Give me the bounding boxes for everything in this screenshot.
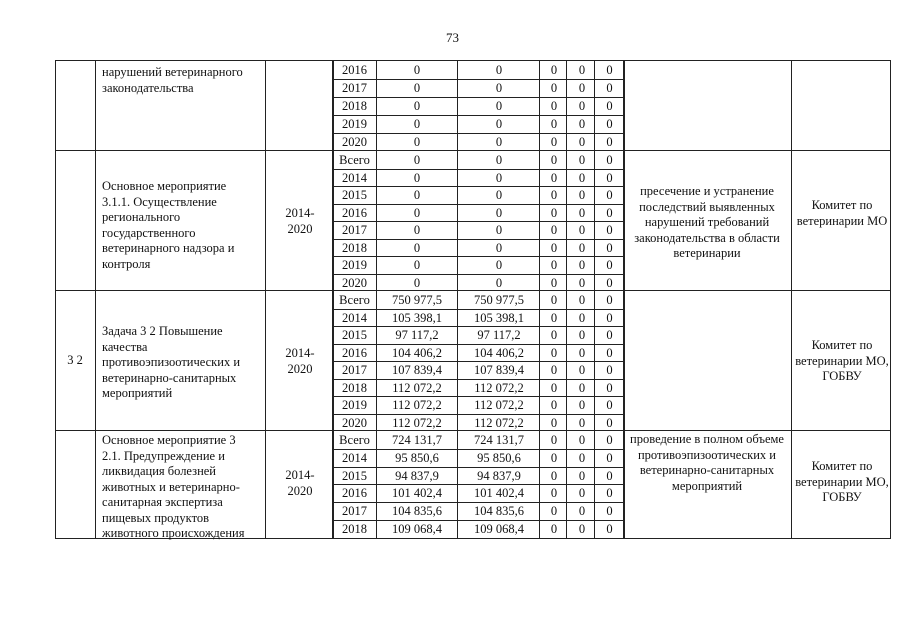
- value-cell: 0: [606, 153, 613, 167]
- total-cell: 0: [413, 99, 421, 113]
- value-cell: 0: [578, 328, 586, 342]
- year-cell: 2017: [342, 223, 367, 237]
- column-rule: [332, 60, 334, 538]
- budget-cell: 0: [495, 205, 503, 220]
- total-cell: 0: [413, 135, 421, 149]
- year-cell: 2020: [342, 135, 367, 149]
- column-rule: [890, 60, 891, 538]
- total-cell: 95 850,6: [395, 450, 439, 465]
- value-cell: 0: [550, 450, 558, 465]
- value-cell: 0: [550, 275, 558, 290]
- year-cell: Всего: [339, 153, 370, 167]
- value-cell: 0: [606, 205, 613, 220]
- value-cell: 0: [550, 433, 558, 447]
- year-cell: 2015: [342, 328, 367, 342]
- budget-cell: 0: [495, 81, 503, 95]
- value-cell: 0: [578, 504, 586, 519]
- column-rule: [623, 60, 625, 538]
- value-cell: 0: [578, 240, 586, 255]
- value-cell: 0: [606, 345, 613, 360]
- budget-cell: 107 839,4: [474, 363, 524, 377]
- total-cell: 0: [413, 258, 421, 272]
- value-cell: 0: [550, 293, 558, 307]
- budget-cell: 0: [495, 275, 503, 290]
- value-cell: 0: [550, 135, 558, 149]
- value-cell: 0: [606, 117, 613, 131]
- value-cell: 0: [606, 522, 613, 536]
- budget-cell: 95 850,6: [477, 450, 521, 465]
- budget-cell: 97 117,2: [477, 328, 521, 342]
- total-cell: 104 835,6: [392, 504, 442, 519]
- year-cell: 2017: [342, 81, 367, 95]
- column-rule: [95, 60, 96, 538]
- value-cell: 0: [550, 99, 558, 113]
- budget-cell: 101 402,4: [474, 486, 524, 501]
- table-block-continuation: [55, 60, 891, 151]
- year-cell: 2015: [342, 188, 367, 202]
- value-cell: 0: [550, 258, 558, 272]
- year-cell: Всего: [339, 293, 370, 307]
- value-cell: 0: [578, 170, 586, 185]
- total-cell: 105 398,1: [392, 310, 442, 325]
- value-cell: 0: [550, 486, 558, 501]
- column-rule: [539, 60, 540, 538]
- value-cell: 0: [606, 398, 613, 412]
- value-cell: 0: [578, 450, 586, 465]
- budget-cell: 0: [495, 258, 503, 272]
- executor: Комитет по ветеринарии МО: [796, 198, 888, 228]
- total-cell: 104 406,2: [392, 345, 442, 360]
- value-cell: 0: [606, 223, 613, 237]
- value-cell: 0: [550, 81, 558, 95]
- total-cell: 112 072,2: [392, 380, 442, 395]
- year-cell: 2019: [342, 117, 367, 131]
- budget-cell: 0: [495, 117, 503, 131]
- period: 2014-2020: [285, 468, 315, 498]
- budget-cell: 0: [495, 170, 503, 185]
- total-cell: 101 402,4: [392, 486, 442, 501]
- value-cell: 0: [550, 398, 558, 412]
- task-name: Задача 3 2 Повышение качества противоэпизоотических и ветеринарно-санитарных мероприятий: [102, 324, 241, 400]
- value-cell: 0: [606, 433, 613, 447]
- total-cell: 750 977,5: [392, 293, 442, 307]
- value-cell: 0: [578, 468, 586, 483]
- value-cell: 0: [550, 415, 558, 430]
- budget-cell: 724 131,7: [474, 433, 524, 447]
- budget-cell: 0: [495, 63, 503, 77]
- value-cell: 0: [550, 117, 558, 131]
- value-cell: 0: [606, 450, 613, 465]
- column-rule: [55, 60, 56, 538]
- table-block-measure-3-2-1: [55, 430, 891, 539]
- measure-name: Основное мероприятие 3.1.1. Осуществление регионального государственного ветеринарного надзора и контроля: [102, 179, 235, 271]
- program-table: [55, 60, 891, 538]
- value-cell: 0: [578, 99, 586, 113]
- total-cell: 0: [413, 81, 421, 95]
- table-block-task-3-2: [55, 290, 891, 431]
- value-cell: 0: [606, 135, 613, 149]
- year-cell: 2016: [342, 345, 367, 360]
- value-cell: 0: [606, 293, 613, 307]
- value-cell: 0: [606, 363, 613, 377]
- value-cell: 0: [578, 293, 586, 307]
- value-cell: 0: [550, 188, 558, 202]
- total-cell: 97 117,2: [395, 328, 439, 342]
- value-cell: 0: [550, 522, 558, 536]
- value-cell: 0: [606, 258, 613, 272]
- year-cell: 2020: [342, 415, 367, 430]
- value-cell: 0: [606, 99, 613, 113]
- column-rule: [265, 60, 266, 538]
- value-cell: 0: [550, 380, 558, 395]
- year-cell: 2018: [342, 99, 367, 113]
- value-cell: 0: [550, 205, 558, 220]
- column-rule: [457, 60, 458, 538]
- budget-cell: 750 977,5: [474, 293, 524, 307]
- expected-result: проведение в полном объеме противоэпизоотических и ветеринарно-санитарных мероприятий: [630, 432, 784, 493]
- value-cell: 0: [578, 522, 586, 536]
- year-cell: 2016: [342, 205, 367, 220]
- year-cell: Всего: [339, 433, 370, 447]
- executor: Комитет по ветеринарии МО, ГОБВУ: [795, 459, 889, 504]
- column-rule: [376, 60, 377, 538]
- budget-cell: 0: [495, 135, 503, 149]
- value-cell: 0: [606, 486, 613, 501]
- value-cell: 0: [578, 275, 586, 290]
- total-cell: 107 839,4: [392, 363, 442, 377]
- total-cell: 112 072,2: [392, 398, 442, 412]
- year-cell: 2014: [342, 450, 367, 465]
- value-cell: 0: [550, 240, 558, 255]
- budget-cell: 0: [495, 99, 503, 113]
- year-cell: 2018: [342, 380, 367, 395]
- total-cell: 0: [413, 223, 421, 237]
- value-cell: 0: [578, 153, 586, 167]
- value-cell: 0: [550, 328, 558, 342]
- year-cell: 2017: [342, 363, 367, 377]
- value-cell: 0: [606, 504, 613, 519]
- value-cell: 0: [606, 380, 613, 395]
- value-cell: 0: [606, 310, 613, 325]
- value-cell: 0: [578, 398, 586, 412]
- measure-name: Основное мероприятие 3 2.1. Предупреждение и ликвидация болезней животных и ветеринарно-санитарная экспертиза пищевых продуктов животного происхождения: [102, 433, 245, 540]
- value-cell: 0: [550, 310, 558, 325]
- total-cell: 0: [413, 63, 421, 77]
- measure-name: нарушений ветеринарного законодательства: [102, 65, 243, 95]
- total-cell: 0: [413, 188, 421, 202]
- budget-cell: 94 837,9: [477, 468, 521, 483]
- value-cell: 0: [578, 205, 586, 220]
- value-cell: 0: [578, 81, 586, 95]
- value-cell: 0: [606, 275, 613, 290]
- year-cell: 2019: [342, 398, 367, 412]
- value-cell: 0: [578, 63, 586, 77]
- budget-cell: 104 406,2: [474, 345, 524, 360]
- total-cell: 0: [413, 240, 421, 255]
- value-cell: 0: [606, 63, 613, 77]
- total-cell: 109 068,4: [392, 522, 442, 536]
- budget-cell: 0: [495, 153, 503, 167]
- value-cell: 0: [578, 345, 586, 360]
- year-cell: 2015: [342, 468, 367, 483]
- value-cell: 0: [550, 345, 558, 360]
- budget-cell: 112 072,2: [474, 415, 524, 430]
- value-cell: 0: [606, 328, 613, 342]
- year-cell: 2018: [342, 240, 367, 255]
- value-cell: 0: [606, 240, 613, 255]
- value-cell: 0: [550, 223, 558, 237]
- expected-result: пресечение и устранение последствий выявленных нарушений требований законодательства в области ветеринарии: [634, 184, 780, 260]
- year-cell: 2020: [342, 275, 367, 290]
- year-cell: 2016: [342, 486, 367, 501]
- value-cell: 0: [578, 486, 586, 501]
- value-cell: 0: [578, 117, 586, 131]
- total-cell: 0: [413, 275, 421, 290]
- budget-cell: 0: [495, 188, 503, 202]
- value-cell: 0: [550, 153, 558, 167]
- column-rule: [594, 60, 595, 538]
- value-cell: 0: [578, 223, 586, 237]
- value-cell: 0: [578, 380, 586, 395]
- value-cell: 0: [550, 504, 558, 519]
- budget-cell: 0: [495, 240, 503, 255]
- page-number: 73: [446, 30, 459, 45]
- budget-cell: 112 072,2: [474, 380, 524, 395]
- period: 2014-2020: [285, 346, 315, 376]
- year-cell: 2019: [342, 258, 367, 272]
- value-cell: 0: [550, 63, 558, 77]
- year-cell: 2016: [342, 63, 367, 77]
- column-rule: [566, 60, 567, 538]
- period: 2014-2020: [285, 206, 315, 236]
- year-cell: 2017: [342, 504, 367, 519]
- value-cell: 0: [550, 170, 558, 185]
- year-cell: 2014: [342, 170, 367, 185]
- total-cell: 94 837,9: [395, 468, 439, 483]
- total-cell: 0: [413, 153, 421, 167]
- value-cell: 0: [606, 170, 613, 185]
- value-cell: 0: [606, 468, 613, 483]
- budget-cell: 0: [495, 223, 503, 237]
- total-cell: 724 131,7: [392, 433, 442, 447]
- total-cell: 0: [413, 117, 421, 131]
- budget-cell: 109 068,4: [474, 522, 524, 536]
- total-cell: 0: [413, 205, 421, 220]
- executor: Комитет по ветеринарии МО, ГОБВУ: [795, 338, 889, 383]
- value-cell: 0: [606, 188, 613, 202]
- value-cell: 0: [578, 135, 586, 149]
- value-cell: 0: [550, 468, 558, 483]
- budget-cell: 104 835,6: [474, 504, 524, 519]
- value-cell: 0: [606, 81, 613, 95]
- table-block-measure-3-1-1: [55, 150, 891, 291]
- value-cell: 0: [578, 310, 586, 325]
- value-cell: 0: [578, 415, 586, 430]
- value-cell: 0: [578, 258, 586, 272]
- value-cell: 0: [550, 363, 558, 377]
- total-cell: 0: [413, 170, 421, 185]
- budget-cell: 105 398,1: [474, 310, 524, 325]
- total-cell: 112 072,2: [392, 415, 442, 430]
- year-cell: 2018: [342, 522, 367, 536]
- value-cell: 0: [578, 433, 586, 447]
- budget-cell: 112 072,2: [474, 398, 524, 412]
- value-cell: 0: [606, 415, 613, 430]
- row-number: 3 2: [67, 353, 83, 367]
- value-cell: 0: [578, 363, 586, 377]
- column-rule: [791, 60, 792, 538]
- value-cell: 0: [578, 188, 586, 202]
- year-cell: 2014: [342, 310, 367, 325]
